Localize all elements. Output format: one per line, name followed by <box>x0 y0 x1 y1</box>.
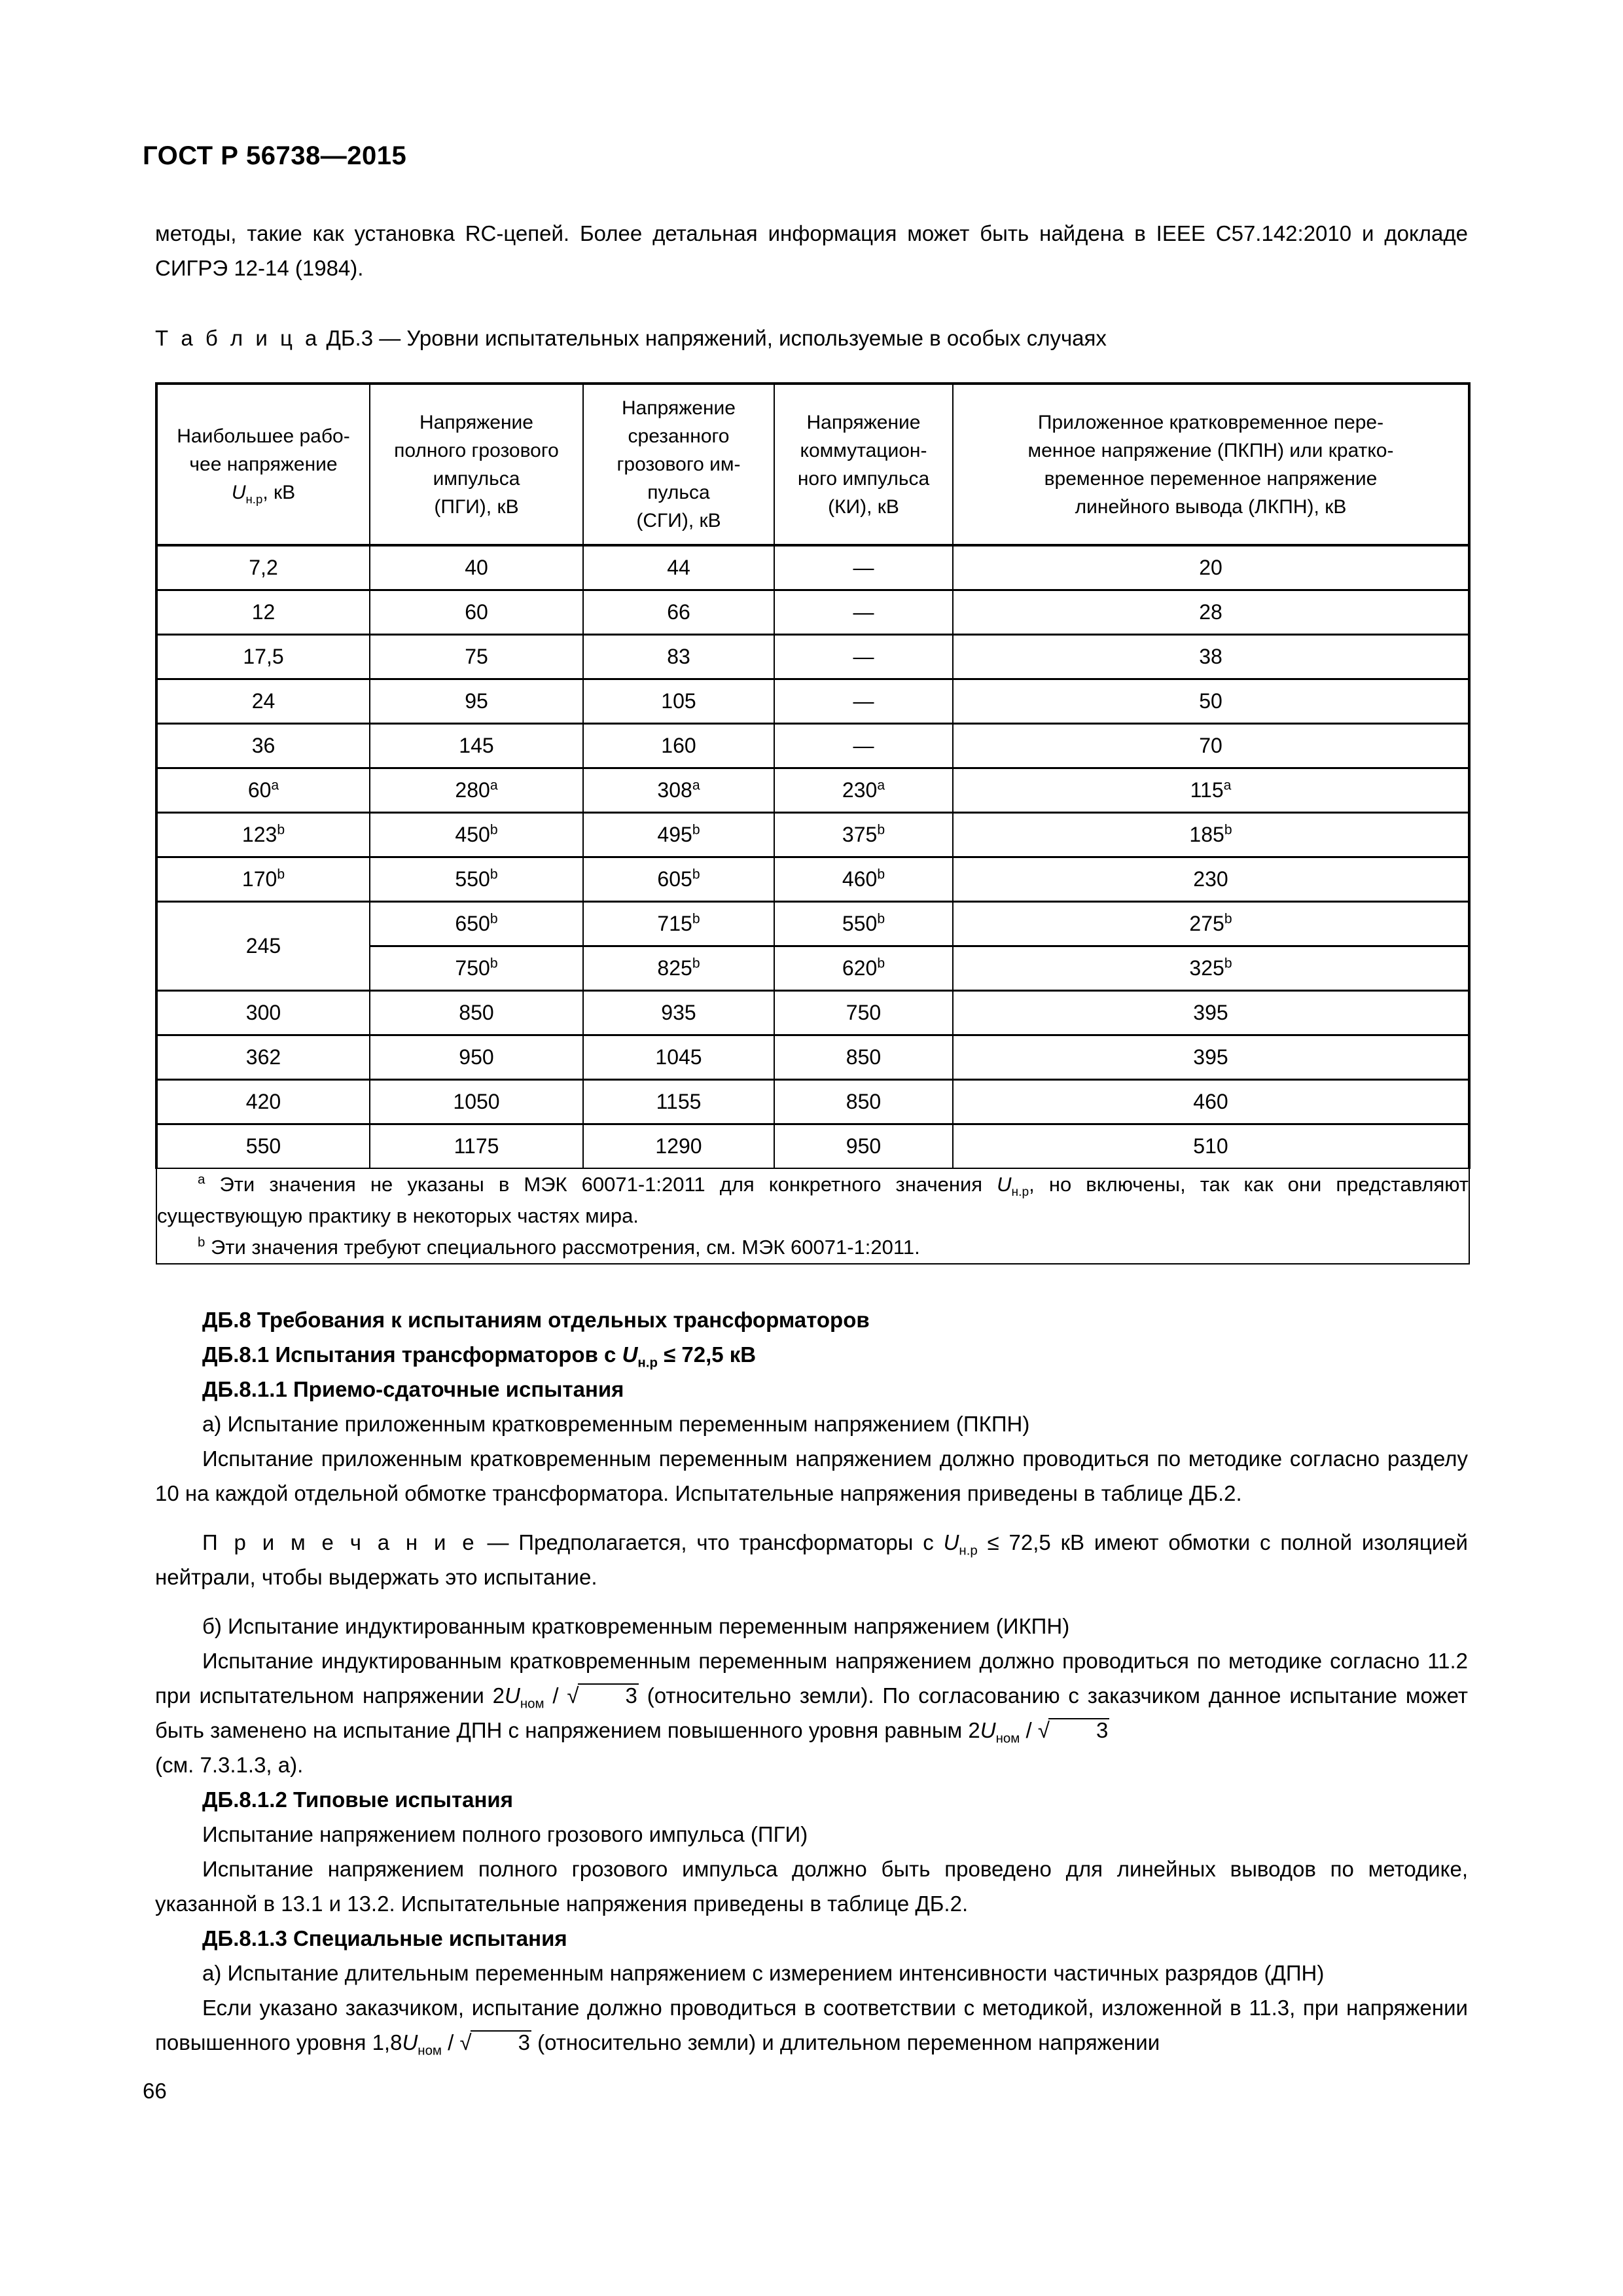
paragraph-pgi-body: Испытание напряжением полного грозового импульса должно быть проведено для линейных выводов по методике, указанной в 13.1 и 13.2. Испытательные напряжения приведены в таблице ДБ.2. <box>155 1857 1468 1916</box>
cell-value: 850 <box>846 1045 882 1069</box>
cell-value: 7,2 <box>249 555 278 579</box>
cell-value: 1175 <box>454 1134 499 1158</box>
table-caption-dash: — <box>379 326 401 350</box>
footnote-a-text-2: , но включены, так как они представляют существующую практику в некоторых частях мира. <box>157 1173 1469 1227</box>
cell-value: 60 <box>247 778 272 802</box>
cell-value: 83 <box>667 644 690 668</box>
cell-value: 70 <box>1199 733 1222 757</box>
table-row <box>156 812 1469 857</box>
cell-footnote-marker: b <box>277 821 285 837</box>
table-row <box>156 723 1469 768</box>
header-line: пульса <box>647 482 710 503</box>
cell-full-lightning-impulse <box>370 590 583 634</box>
note-label: П р и м е ч а н и е <box>202 1530 478 1554</box>
cell-value: 605 <box>657 867 692 891</box>
note-text-post: ≤ 72,5 кВ имеют обмотки с полной изоляцией нейтрали, чтобы выдержать это испытание. <box>155 1530 1468 1589</box>
cell-switching-impulse <box>774 857 953 901</box>
cell-applied-short-duration-ac <box>953 990 1469 1035</box>
header-cell-max-operating-voltage <box>156 384 370 545</box>
header-line: импульса <box>433 467 520 490</box>
table-row <box>156 590 1469 634</box>
cell-full-lightning-impulse <box>370 1124 583 1168</box>
cell-value: 495 <box>657 822 692 846</box>
cell-max-operating-voltage <box>156 990 370 1035</box>
cell-full-lightning-impulse <box>370 545 583 590</box>
cell-footnote-marker: b <box>490 821 498 837</box>
cell-switching-impulse <box>774 901 953 946</box>
table-foot <box>156 1168 1469 1264</box>
cell-value: — <box>853 600 874 624</box>
cell-applied-short-duration-ac <box>953 545 1469 590</box>
table-notes-row <box>156 1168 1469 1264</box>
table-row <box>156 634 1469 679</box>
paragraph-ikpn-symbol-sub: ном <box>520 1696 544 1712</box>
cell-max-operating-voltage <box>156 857 370 901</box>
intro-paragraph: методы, такие как установка RC-цепей. Более детальная информация может быть найдена в IEEE C57.142:2010 и докладе СИГРЭ 12-14 (1984). <box>155 221 1468 280</box>
cell-value: 1155 <box>656 1089 702 1113</box>
header-line: полного грозового <box>394 439 559 461</box>
cell-full-lightning-impulse <box>370 857 583 901</box>
table-caption-text: Уровни испытательных напряжений, используемые в особых случаях <box>406 326 1107 350</box>
cell-value: 20 <box>1199 555 1222 579</box>
note-text-pre: Предполагается, что трансформаторы с <box>508 1530 944 1554</box>
cell-value: 145 <box>459 733 494 757</box>
paragraph-pkpn-method: Испытание приложенным кратковременным переменным напряжением должно проводиться по методике согласно разделу 10 на каждой отдельной обмотке трансформатора. Испытательные напряжения приведены в таблице ДБ.2. <box>155 1446 1468 1505</box>
paragraph-ikpn-mid: (относительно земли). По согласованию с заказчиком данное испытание может быть заменено на испытание ДПН с напряжением повышенного уровня равным 2 <box>155 1683 1468 1742</box>
cell-footnote-marker: b <box>1224 955 1232 971</box>
cell-chopped-lightning-impulse <box>583 1035 774 1079</box>
cell-footnote-marker: b <box>877 821 885 837</box>
cell-value: 280 <box>455 778 490 802</box>
cell-value: 460 <box>842 867 878 891</box>
cell-footnote-marker: a <box>490 777 498 793</box>
cell-value: — <box>853 555 874 579</box>
cell-value: — <box>853 689 874 713</box>
cell-value: 650 <box>455 911 490 935</box>
cell-value: 620 <box>842 956 878 980</box>
cell-value: 185 <box>1189 822 1224 846</box>
cell-value: 123 <box>241 822 277 846</box>
paragraph-ikpn-symbol-u: U <box>504 1683 520 1708</box>
cell-full-lightning-impulse <box>370 990 583 1035</box>
cell-applied-short-duration-ac <box>953 812 1469 857</box>
item-a-pkpn: а) Испытание приложенным кратковременным переменным напряжением (ПКПН) <box>202 1412 1030 1436</box>
cell-chopped-lightning-impulse <box>583 634 774 679</box>
cell-applied-short-duration-ac <box>953 946 1469 990</box>
standard-header: ГОСТ Р 56738—2015 <box>143 141 407 170</box>
header-line: Приложенное кратковременное пере- <box>1037 411 1384 433</box>
footnote-a-text-1: Эти значения не указаны в МЭК 60071-1:2011 для конкретного значения <box>219 1173 997 1196</box>
table-body <box>156 545 1469 1168</box>
cell-applied-short-duration-ac <box>953 590 1469 634</box>
table-row <box>156 679 1469 723</box>
paragraph-ikpn-symbol-u2: U <box>980 1718 996 1742</box>
header-symbol-sub: н.р <box>245 492 263 506</box>
cell-switching-impulse <box>774 768 953 812</box>
paragraph-ikpn-sqrt-value: 3 <box>578 1683 639 1708</box>
cell-chopped-lightning-impulse <box>583 1124 774 1168</box>
table-row <box>156 768 1469 812</box>
table-head <box>156 384 1469 545</box>
paragraph-pgi-title: Испытание напряжением полного грозового импульса (ПГИ) <box>202 1822 808 1846</box>
header-line: менное напряжение (ПКПН) или кратко- <box>1027 439 1394 461</box>
cell-applied-short-duration-ac <box>953 1124 1469 1168</box>
paragraph-ikpn-method <box>155 1643 1468 1748</box>
sqrt-icon: √ 3 <box>459 2030 530 2054</box>
cell-value: 325 <box>1189 956 1224 980</box>
cell-value: 850 <box>459 1000 494 1024</box>
header-line: Наибольшее рабо- <box>177 425 350 447</box>
cell-value: 950 <box>459 1045 494 1069</box>
header-line: чее напряжение <box>189 454 338 475</box>
header-line: коммутацион- <box>800 439 927 461</box>
header-cell-full-lightning-impulse <box>370 384 583 545</box>
table-footnotes <box>156 1168 1469 1264</box>
table-row <box>156 545 1469 590</box>
paragraph-ikpn-symbol-sub2: ном <box>995 1731 1020 1746</box>
cell-value: 275 <box>1189 911 1224 935</box>
sqrt-icon: √ 3 <box>567 1683 637 1708</box>
footnote-a-symbol-u: U <box>997 1173 1012 1196</box>
cell-switching-impulse <box>774 1035 953 1079</box>
paragraph-ikpn-slash: / <box>544 1683 567 1708</box>
cell-footnote-marker: b <box>277 866 285 882</box>
cell-value: 750 <box>846 1000 882 1024</box>
cell-value: 420 <box>245 1089 281 1113</box>
cell-max-operating-voltage <box>156 679 370 723</box>
heading-db81 <box>155 1337 1468 1372</box>
cell-applied-short-duration-ac <box>953 1035 1469 1079</box>
table-caption-number: ДБ.3 <box>326 326 374 350</box>
cell-chopped-lightning-impulse <box>583 590 774 634</box>
cell-full-lightning-impulse <box>370 723 583 768</box>
cell-value: 850 <box>846 1089 882 1113</box>
note-symbol-u: U <box>943 1530 959 1554</box>
heading-db812: ДБ.8.1.2 Типовые испытания <box>202 1787 513 1812</box>
cell-switching-impulse <box>774 812 953 857</box>
cell-chopped-lightning-impulse <box>583 1079 774 1124</box>
cell-value: 550 <box>455 867 490 891</box>
cell-max-operating-voltage <box>156 723 370 768</box>
header-line: Напряжение <box>419 411 533 433</box>
cell-value: 105 <box>661 689 696 713</box>
cell-switching-impulse <box>774 946 953 990</box>
footnote-a-marker: a <box>198 1172 205 1187</box>
cell-full-lightning-impulse <box>370 901 583 946</box>
cell-value: 300 <box>245 1000 281 1024</box>
header-cell-applied-short-duration-ac <box>953 384 1469 545</box>
cell-full-lightning-impulse <box>370 946 583 990</box>
heading-db81-symbol-u: U <box>622 1342 638 1367</box>
cell-footnote-marker: b <box>490 866 498 882</box>
heading-db811: ДБ.8.1.1 Приемо-сдаточные испытания <box>202 1377 624 1401</box>
cell-value: 245 <box>245 933 281 958</box>
cell-footnote-marker: b <box>1224 910 1232 926</box>
header-symbol-u: U <box>231 482 246 503</box>
header-line: временное переменное напряжение <box>1044 467 1378 490</box>
table-row <box>156 1124 1469 1168</box>
cell-value: 60 <box>465 600 488 624</box>
cell-applied-short-duration-ac <box>953 634 1469 679</box>
note-dash: — <box>487 1530 509 1554</box>
cell-full-lightning-impulse <box>370 679 583 723</box>
header-line: Напряжение <box>806 411 921 433</box>
header-line: линейного вывода (ЛКПН), кВ <box>1075 495 1347 518</box>
cell-value: 170 <box>241 867 277 891</box>
cell-value: — <box>853 644 874 668</box>
table-row <box>156 1035 1469 1079</box>
cell-value: 715 <box>657 911 692 935</box>
cell-footnote-marker: b <box>490 910 498 926</box>
page-number: 66 <box>143 2079 167 2103</box>
cell-value: 1290 <box>655 1134 702 1158</box>
header-line: (ПГИ), кВ <box>434 495 519 518</box>
note-symbol-sub: н.р <box>959 1543 978 1558</box>
paragraph-ikpn-slash2: / <box>1020 1718 1038 1742</box>
cell-footnote-marker: a <box>1223 777 1232 793</box>
cell-max-operating-voltage <box>156 634 370 679</box>
cell-chopped-lightning-impulse <box>583 857 774 901</box>
cell-value: 750 <box>455 956 490 980</box>
test-voltage-levels-table <box>155 382 1471 1265</box>
sqrt-icon: √ 3 <box>1037 1718 1109 1742</box>
cell-value: 935 <box>661 1000 696 1024</box>
cell-applied-short-duration-ac <box>953 1079 1469 1124</box>
cell-applied-short-duration-ac <box>953 768 1469 812</box>
cell-value: 24 <box>251 689 276 713</box>
header-line: срезанного <box>628 425 730 447</box>
cell-switching-impulse <box>774 679 953 723</box>
table-caption <box>155 323 1468 353</box>
paragraph-last-pre: Если указано заказчиком, испытание должно проводиться в соответствии с методикой, изложенной в 11.3, при напряжении повышенного уровня 1,8 <box>155 1996 1468 2054</box>
cell-value: 66 <box>667 600 690 624</box>
cell-value: 510 <box>1193 1134 1228 1158</box>
cell-value: 40 <box>465 555 488 579</box>
cell-value: 395 <box>1193 1000 1228 1024</box>
heading-db813: ДБ.8.1.3 Специальные испытания <box>202 1926 567 1950</box>
cell-value: 50 <box>1199 689 1222 713</box>
heading-db81-pre: ДБ.8.1 Испытания трансформаторов с <box>202 1342 622 1367</box>
cell-switching-impulse <box>774 723 953 768</box>
heading-db81-post: ≤ 72,5 кВ <box>657 1342 757 1367</box>
footnote-b <box>157 1232 1469 1263</box>
paragraph-last <box>155 1990 1468 2060</box>
heading-db81-symbol-sub: н.р <box>637 1355 658 1371</box>
cell-applied-short-duration-ac <box>953 857 1469 901</box>
cell-footnote-marker: b <box>1224 821 1232 837</box>
cell-footnote-marker: b <box>877 866 885 882</box>
header-line: Напряжение <box>622 397 736 419</box>
cell-value: 230 <box>842 778 878 802</box>
paragraph-ikpn-pre: Испытание индуктированным кратковременным переменным напряжением должно проводиться по методике согласно 11.2 при испытательном напряжении 2 <box>155 1649 1468 1708</box>
cell-value: 460 <box>1193 1089 1228 1113</box>
footnote-a-symbol-sub: н.р <box>1011 1185 1029 1200</box>
cell-value: 450 <box>455 822 490 846</box>
item-b-ikpn: б) Испытание индуктированным кратковременным переменным напряжением (ИКПН) <box>202 1614 1070 1638</box>
paragraph-last-symbol-sub: ном <box>418 2043 442 2058</box>
paragraph-last-post: (относительно земли) и длительном переменном напряжении <box>531 2030 1160 2054</box>
cell-max-operating-voltage <box>156 545 370 590</box>
cell-full-lightning-impulse <box>370 1035 583 1079</box>
cell-value: 1045 <box>655 1045 702 1069</box>
cell-applied-short-duration-ac <box>953 901 1469 946</box>
cell-max-operating-voltage <box>156 1079 370 1124</box>
cell-footnote-marker: b <box>692 910 700 926</box>
cell-value: 550 <box>245 1134 281 1158</box>
cell-footnote-marker: b <box>692 866 700 882</box>
cell-chopped-lightning-impulse <box>583 812 774 857</box>
cell-max-operating-voltage <box>156 590 370 634</box>
cell-value: 95 <box>465 689 488 713</box>
note-paragraph <box>155 1525 1468 1594</box>
cell-applied-short-duration-ac <box>953 723 1469 768</box>
cell-chopped-lightning-impulse <box>583 768 774 812</box>
header-unit: , кВ <box>262 482 296 503</box>
cell-switching-impulse <box>774 634 953 679</box>
cell-value: — <box>853 733 874 757</box>
cell-full-lightning-impulse <box>370 768 583 812</box>
cell-max-operating-voltage <box>156 812 370 857</box>
cell-full-lightning-impulse <box>370 812 583 857</box>
paragraph-last-symbol-u: U <box>402 2030 418 2054</box>
cell-value: 1050 <box>453 1089 500 1113</box>
cell-max-operating-voltage <box>156 901 370 990</box>
cell-switching-impulse <box>774 1079 953 1124</box>
cell-value: 28 <box>1199 600 1222 624</box>
cell-switching-impulse <box>774 1124 953 1168</box>
cell-value: 36 <box>251 733 276 757</box>
cell-value: 115 <box>1190 778 1224 802</box>
cell-chopped-lightning-impulse <box>583 679 774 723</box>
cell-value: 308 <box>657 778 692 802</box>
paragraph-ikpn-sqrt-value2: 3 <box>1048 1718 1109 1742</box>
cell-max-operating-voltage <box>156 1124 370 1168</box>
cell-value: 950 <box>846 1134 882 1158</box>
cell-value: 160 <box>661 733 696 757</box>
cell-footnote-marker: a <box>877 777 885 793</box>
cell-footnote-marker: a <box>271 777 279 793</box>
table-row <box>156 901 1469 946</box>
footnote-b-marker: b <box>198 1234 205 1250</box>
paragraph-last-sqrt-value: 3 <box>471 2030 531 2054</box>
cell-value: 395 <box>1193 1045 1228 1069</box>
header-cell-switching-impulse <box>774 384 953 545</box>
cell-full-lightning-impulse <box>370 634 583 679</box>
table-caption-label: Т а б л и ц а <box>155 326 321 350</box>
cell-applied-short-duration-ac <box>953 679 1469 723</box>
cell-footnote-marker: b <box>692 821 700 837</box>
footnote-b-text: Эти значения требуют специального рассмотрения, см. МЭК 60071-1:2011. <box>211 1236 920 1259</box>
cell-value: 825 <box>657 956 692 980</box>
cell-value: 44 <box>667 555 690 579</box>
header-cell-chopped-lightning-impulse <box>583 384 774 545</box>
cell-switching-impulse <box>774 590 953 634</box>
cell-value: 230 <box>1193 867 1228 891</box>
cell-value: 17,5 <box>243 644 284 668</box>
table-row <box>156 990 1469 1035</box>
table-row <box>156 857 1469 901</box>
paragraph-last-slash: / <box>442 2030 460 2054</box>
header-line: (СГИ), кВ <box>636 510 721 531</box>
paragraph-ikpn-ref: (см. 7.3.1.3, а). <box>155 1753 304 1777</box>
cell-chopped-lightning-impulse <box>583 901 774 946</box>
cell-chopped-lightning-impulse <box>583 990 774 1035</box>
cell-footnote-marker: a <box>692 777 700 793</box>
cell-full-lightning-impulse <box>370 1079 583 1124</box>
cell-switching-impulse <box>774 990 953 1035</box>
cell-footnote-marker: b <box>692 955 700 971</box>
cell-value: 375 <box>842 822 878 846</box>
cell-value: 12 <box>251 600 276 624</box>
cell-chopped-lightning-impulse <box>583 723 774 768</box>
header-line: грозового им- <box>616 454 741 475</box>
cell-value: 38 <box>1199 644 1222 668</box>
table-header-row <box>156 384 1469 545</box>
cell-chopped-lightning-impulse <box>583 545 774 590</box>
cell-footnote-marker: b <box>490 955 498 971</box>
header-line: (КИ), кВ <box>828 495 899 518</box>
cell-value: 362 <box>245 1045 281 1069</box>
cell-max-operating-voltage <box>156 1035 370 1079</box>
heading-db8: ДБ.8 Требования к испытаниям отдельных трансформаторов <box>202 1308 870 1332</box>
cell-chopped-lightning-impulse <box>583 946 774 990</box>
cell-value: 75 <box>465 644 488 668</box>
cell-footnote-marker: b <box>877 910 885 926</box>
table-row <box>156 1079 1469 1124</box>
header-line: ного импульса <box>797 467 930 490</box>
cell-value: 550 <box>842 911 878 935</box>
footnote-a <box>157 1169 1469 1232</box>
cell-max-operating-voltage <box>156 768 370 812</box>
page-content <box>155 216 1468 2060</box>
cell-switching-impulse <box>774 545 953 590</box>
item-a-dpn: а) Испытание длительным переменным напряжением с измерением интенсивности частичных разрядов (ДПН) <box>202 1961 1325 1985</box>
cell-footnote-marker: b <box>877 955 885 971</box>
